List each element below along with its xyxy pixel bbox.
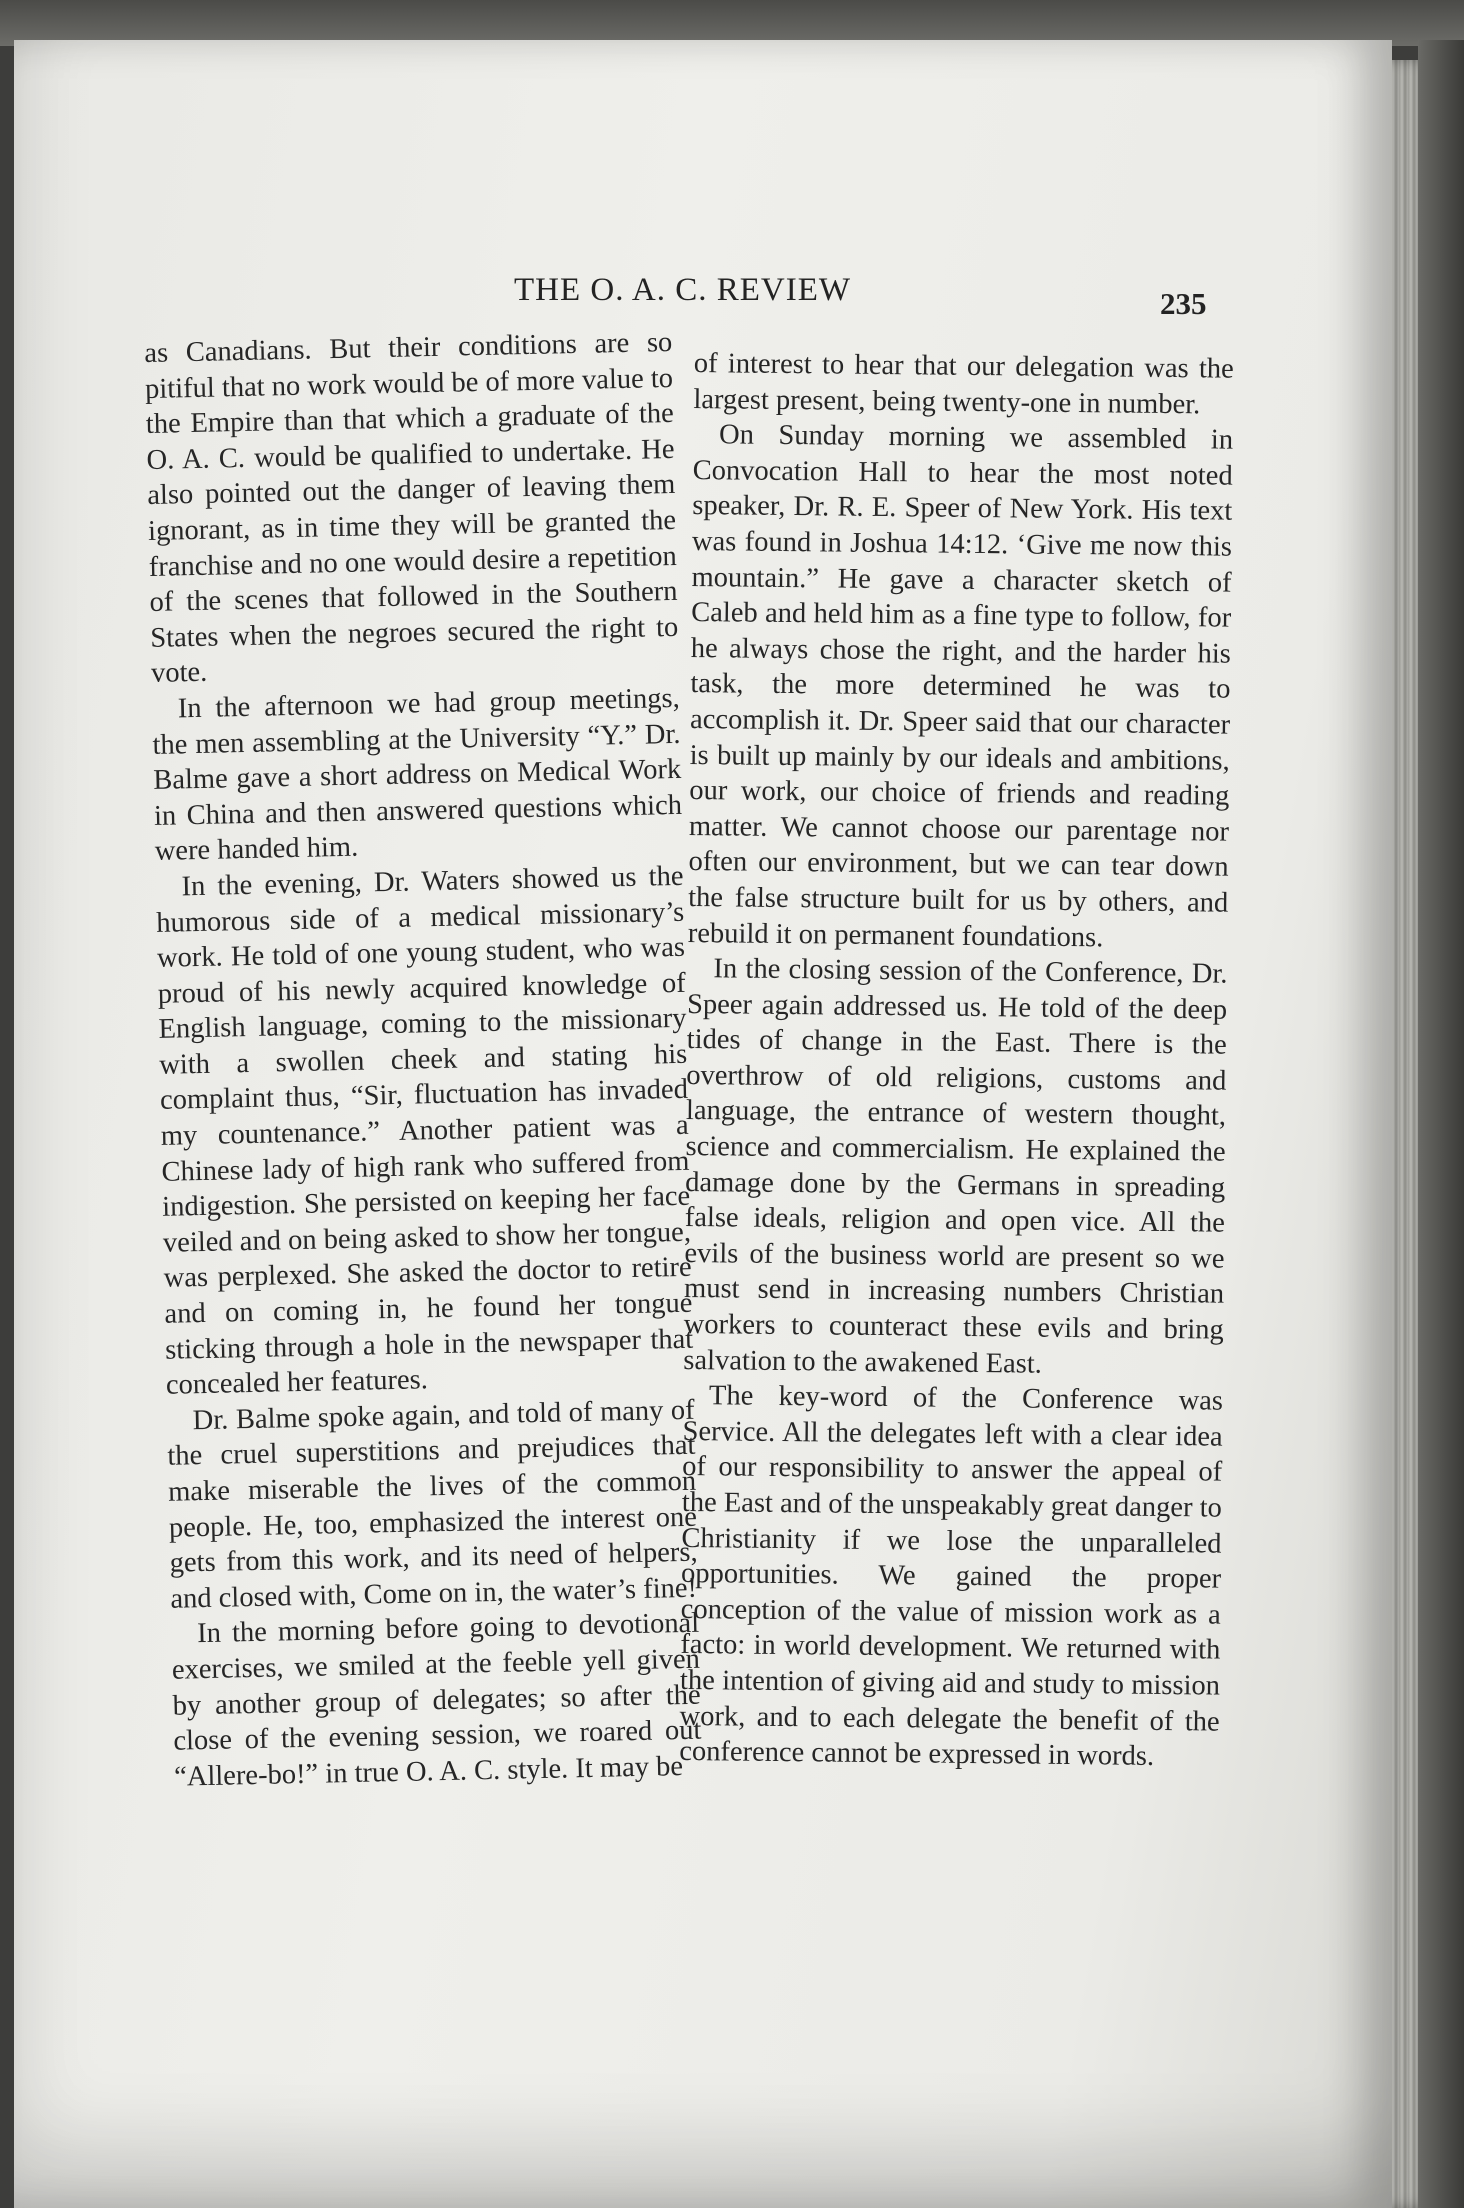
- paragraph: as Canadians. But their conditions are so pitiful that no work would be of more value to the Empire than that which a graduate of the O. A. C. would be qualified to undertake. He also pointed out the danger of leaving them ignorant, as in time they will be granted the franchise and no one would desire a repetition of the scenes that followed in the Southern States when the negroes secured the right to vote.: [144, 326, 679, 690]
- left-column: [144, 325, 702, 1795]
- book-cover-edge: [1418, 40, 1464, 2208]
- right-column: [679, 346, 1234, 1775]
- paragraph: In the afternoon we had group meetings, the men assembling at the University “Y.” Dr. Balme gave a short address on Medical Work in China and then answered questions which were handed him.: [152, 682, 683, 868]
- running-title: THE O. A. C. REVIEW: [514, 272, 852, 308]
- paragraph: In the morning before going to devotional exercises, we smiled at the feeble yell given by another group of delegates; so after the close of the evening session, we roared out “Allere-bo!” in true O. A. C. style. It may be: [171, 1608, 702, 1793]
- paragraph: On Sunday morning we assembled in Convocation Hall to hear the most noted speaker, Dr. R. E. Speer of New York. His text was found in Joshua 14:12. ‘Give me now this mountain.” He gave a character sketch of Caleb and held him as a fine type to follow, for he always chose the right, and the harder his task, the more determined he was to accomplish it. Dr. Speer said that our character is built up mainly by our ideals and ambitions, our work, our choice of friends and reading matter. We cannot choose our parentage nor often our environment, but we can tear down the false structure built for us by others, and rebuild it on permanent foundations.: [687, 419, 1234, 953]
- paragraph: Dr. Balme spoke again, and told of many of the cruel superstitions and prejudices that make miserable the lives of the common people. He, too, emphasized the interest one gets from this work, and its need of helpers, and closed with, Come on in, the water’s fine!: [167, 1394, 698, 1615]
- paragraph: In the evening, Dr. Waters showed us the humorous side of a medical missionary’s work. He told of one young student, who was proud of his newly acquired knowledge of English language, coming to the missionary with a swollen cheek and stating his complaint thus, “Sir, fluctuation has invaded my countenance.” Another patient was a Chinese lady of high rank who suffered from indigestion. She persisted on keeping her face veiled and on being asked to show her tongue, was perplexed. She asked the doctor to retire and on coming in, he found her tongue sticking through a hole in the newspaper that concealed her features.: [155, 860, 694, 1401]
- paragraph: of interest to hear that our delegation was the largest present, being twenty-one in number.: [693, 347, 1234, 420]
- paragraph: The key-word of the Conference was Service. All the delegates left with a clear idea of our responsibility to answer the appeal of the East and of the unspeakably great danger to Christianity if we lose the unparalleled opportunities. We gained the proper conception of the value of mission work as a facto: in world development. We returned with the intention of giving aid and study to mission work, and to each delegate the benefit of the conference cannot be expressed in words.: [679, 1380, 1224, 1773]
- book-page: [14, 40, 1392, 2208]
- paragraph: In the closing session of the Conference, Dr. Speer again addressed us. He told of the deep tides of change in the East. There is the overthrow of old religions, customs and language, the entrance of western thought, science and commercialism. He explained the damage done by the Germans in spreading false ideals, religion and open vice. All the evils of the business world are present so we must send in increasing numbers Christian workers to counteract these evils and bring salvation to the awakened East.: [683, 953, 1228, 1380]
- page-number: 235: [1160, 286, 1207, 321]
